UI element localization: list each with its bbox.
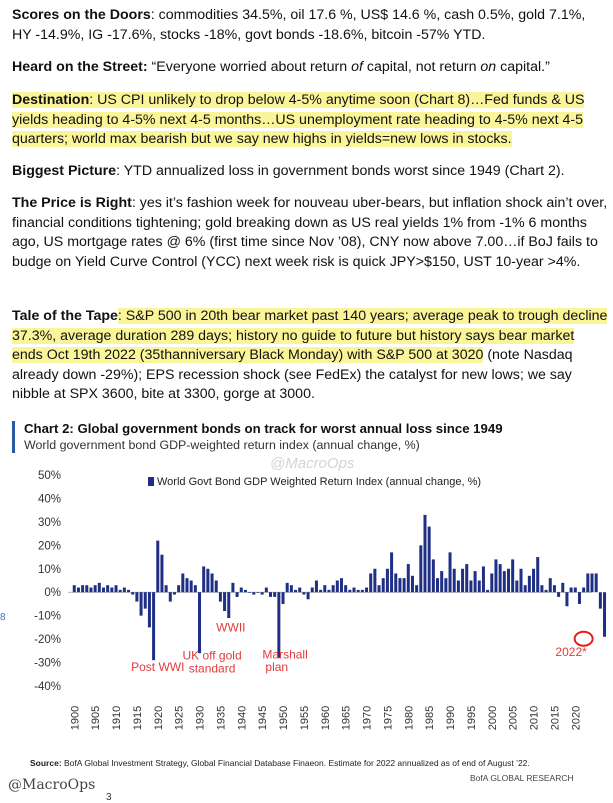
bar-1951: [286, 583, 289, 592]
y-tick-label: -20%: [34, 634, 61, 647]
annotation-label: WWII: [216, 620, 246, 635]
bar-1923: [169, 592, 172, 601]
chart-subtitle: World government bond GDP-weighted return index (annual change, %): [24, 438, 420, 452]
bar-1926: [181, 573, 184, 592]
bar-1983: [419, 545, 422, 592]
source-label: Source:: [30, 758, 62, 768]
bar-1914: [131, 592, 134, 594]
bar-1907: [102, 588, 105, 593]
bar-1968: [357, 590, 360, 592]
bar-1996: [474, 571, 477, 592]
watermark: @MacroOps: [270, 455, 355, 472]
legend-label: World Govt Bond GDP Weighted Return Index (annual change, %): [157, 476, 482, 488]
biggest-body: : YTD annualized loss in government bonds worst since 1949 (Chart 2).: [116, 163, 565, 179]
chart-title: Chart 2: Global government bonds on track for worst annual loss since 1949: [24, 421, 503, 436]
bar-1940: [240, 588, 243, 593]
y-tick-label: 20%: [37, 540, 61, 553]
heard-body-3: capital.”: [496, 59, 550, 75]
bar-2000: [490, 573, 493, 592]
bar-1915: [135, 592, 138, 601]
bar-1925: [177, 585, 180, 592]
bar-1959: [319, 590, 322, 592]
bar-1960: [323, 585, 326, 592]
bar-1904: [89, 588, 92, 593]
bar-1953: [294, 590, 297, 592]
bar-2017: [561, 583, 564, 592]
bar-1972: [373, 569, 376, 592]
bar-2020: [574, 588, 577, 593]
x-tick-label: 1985: [424, 705, 437, 731]
annotation-label: Post WWI: [131, 660, 185, 675]
bar-1954: [298, 588, 301, 593]
bar-1966: [348, 590, 351, 592]
heard-label: Heard on the Street:: [12, 59, 148, 75]
bar-2022: [582, 588, 585, 593]
bar-1977: [394, 573, 397, 592]
x-tick-label: 1965: [340, 705, 353, 731]
biggest-picture-paragraph: [12, 162, 608, 182]
bar-1976: [390, 552, 393, 592]
bar-1930: [198, 592, 201, 653]
bar-1900: [73, 585, 76, 592]
scores-on-doors-paragraph: [12, 6, 608, 45]
bar-1973: [378, 585, 381, 592]
annotation-label: standard: [188, 661, 236, 676]
destination-paragraph: [12, 91, 608, 150]
bar-1941: [244, 590, 247, 592]
highlight-2022-circle: [575, 632, 593, 646]
bar-1927: [185, 578, 188, 592]
bar-1917: [144, 592, 147, 608]
bar-1985: [428, 527, 431, 593]
bar-1921: [160, 555, 163, 593]
bar-1939: [236, 592, 239, 597]
x-tick-label: 1960: [319, 705, 332, 731]
x-tick-label: 1990: [445, 705, 458, 731]
bar-1962: [332, 585, 335, 592]
bar-1970: [365, 588, 368, 593]
chart-accent-bar: [12, 421, 15, 453]
x-tick-label: 1925: [173, 705, 186, 731]
bar-1911: [119, 590, 122, 592]
destination-label: Destination: [12, 92, 90, 108]
bar-1948: [273, 592, 276, 597]
bar-1952: [290, 585, 293, 592]
price-label: The Price is Right: [12, 195, 132, 211]
twitter-handle: @MacroOps: [8, 777, 96, 793]
bar-2024: [590, 573, 593, 592]
bar-1987: [436, 578, 439, 592]
bar-2003: [503, 571, 506, 592]
bar-1916: [140, 592, 143, 615]
bar-1965: [344, 585, 347, 592]
x-tick-label: 1940: [236, 705, 249, 731]
tale-of-tape-paragraph: [12, 307, 608, 405]
bar-1905: [94, 585, 97, 592]
bar-1937: [227, 592, 230, 618]
bar-1947: [269, 592, 272, 597]
bar-1978: [398, 578, 401, 592]
bar-1989: [444, 578, 447, 592]
bar-1935: [219, 592, 222, 601]
legend-swatch: [148, 477, 154, 486]
bar-2018: [565, 592, 568, 606]
bar-1986: [432, 559, 435, 592]
bar-2016: [557, 592, 560, 597]
annotation-label: 2022*: [555, 645, 587, 660]
x-tick-label: 1945: [257, 705, 270, 731]
bar-1934: [215, 581, 218, 593]
bar-1928: [190, 581, 193, 593]
source-text: BofA Global Investment Strategy, Global Financial Database Finaeon. Estimate for 2022 annualized as of end of August ’22.: [61, 758, 530, 768]
x-tick-label: 1930: [194, 705, 207, 731]
bar-1961: [327, 590, 330, 592]
x-tick-label: 1970: [361, 705, 374, 731]
bar-1906: [98, 583, 101, 592]
x-tick-label: 2005: [507, 705, 520, 731]
x-tick-label: 1910: [111, 705, 124, 731]
bar-1942: [248, 592, 251, 593]
bar-1918: [148, 592, 151, 627]
x-tick-label: 1915: [131, 705, 144, 731]
bar-1958: [315, 581, 318, 593]
bar-1945: [261, 592, 264, 594]
y-tick-label: 40%: [37, 493, 61, 506]
bar-1902: [81, 585, 84, 592]
bar-1933: [211, 573, 214, 592]
bar-2027: [603, 592, 606, 637]
bar-1957: [311, 588, 314, 593]
bar-1920: [156, 541, 159, 593]
x-tick-label: 1950: [278, 705, 291, 731]
bar-1992: [457, 581, 460, 593]
bar-1913: [127, 590, 130, 592]
bar-1982: [415, 585, 418, 592]
bar-2010: [532, 569, 535, 592]
bar-1955: [302, 592, 305, 594]
bar-1919: [152, 592, 155, 660]
bar-1995: [469, 581, 472, 593]
bar-2019: [570, 588, 573, 593]
bar-2015: [553, 585, 556, 592]
bar-1999: [486, 590, 489, 592]
bar-2001: [494, 559, 497, 592]
bar-1964: [340, 578, 343, 592]
y-tick-label: -40%: [34, 681, 61, 693]
bar-1924: [173, 592, 176, 594]
price-body: : yes it’s fashion week for nouveau uber-bears, but inflation shock ain’t over, financial conditions tightening; gold breaking down as US real yields 1% from -1% 6 months ago, US mortgage rates @ 6% (first time since Nov ’08), CNY now above 7.00…if BoJ fails to budge on Yield Curve Control (YCC) next week risk is quick JPY>$150, UST 10-year >4%.: [12, 195, 608, 270]
y-tick-label: 50%: [37, 470, 61, 482]
bar-1909: [110, 588, 113, 593]
bond-return-bar-chart: [0, 460, 613, 760]
tape-label: Tale of the Tape: [12, 308, 118, 324]
price-is-right-paragraph: [12, 194, 608, 272]
x-tick-label: 1935: [215, 705, 228, 731]
bar-2009: [528, 576, 531, 592]
bar-1938: [231, 583, 234, 592]
bar-2023: [586, 573, 589, 592]
annotation-label: Marshall: [262, 647, 308, 662]
tape-body-rest: (note Nasdaq already down -29%); EPS recession shock (see FedEx) the catalyst for new lows; we say nibble at SPX 3600, bite at 3300, gorge at 3000.: [12, 347, 573, 403]
bar-2002: [499, 564, 502, 592]
bar-1950: [282, 592, 285, 604]
y-tick-label: 0%: [44, 587, 61, 600]
bar-2012: [540, 585, 543, 592]
heard-emphasis-of: of: [351, 59, 363, 75]
bar-1994: [465, 564, 468, 592]
bar-2006: [515, 581, 518, 593]
bar-2025: [595, 573, 598, 592]
page-number: 3: [106, 792, 112, 803]
x-tick-label: 1980: [403, 705, 416, 731]
bar-1993: [461, 569, 464, 592]
bar-1922: [165, 585, 168, 592]
tape-body-highlight: : S&P 500 in 20th bear market past 140 years; average peak to trough decline 37.3%, average duration 289 days; history no guide to future but history says bear market ends Oct 19th 2022 (35thanniversary Black Monday) with S&P 500 at 3020: [12, 308, 608, 364]
bar-2011: [536, 557, 539, 592]
bar-2014: [549, 578, 552, 592]
bar-2013: [545, 590, 548, 592]
bar-1988: [440, 571, 443, 592]
bar-2004: [507, 569, 510, 592]
bar-1956: [307, 592, 310, 599]
x-tick-label: 1920: [152, 705, 165, 731]
source-note: [30, 758, 530, 768]
bar-1946: [265, 588, 268, 593]
bar-1943: [252, 592, 255, 594]
x-tick-label: 1995: [465, 705, 478, 731]
bar-1998: [482, 566, 485, 592]
x-tick-label: 1955: [298, 705, 311, 731]
bar-1912: [123, 588, 126, 593]
bar-1975: [386, 569, 389, 592]
bar-2021: [578, 592, 581, 604]
bar-1984: [423, 515, 426, 592]
scores-label: Scores on the Doors: [12, 7, 151, 23]
bar-1931: [202, 566, 205, 592]
bar-1903: [85, 585, 88, 592]
x-tick-label: 1975: [382, 705, 395, 731]
bar-1901: [77, 588, 80, 593]
bar-1974: [382, 578, 385, 592]
bar-1967: [353, 588, 356, 593]
heard-body-2: capital, not return: [362, 59, 481, 75]
heard-emphasis-on: on: [480, 59, 497, 75]
annotation-label: UK off gold: [182, 648, 242, 663]
bar-1980: [407, 564, 410, 592]
y-tick-label: 10%: [37, 563, 61, 576]
destination-body: : US CPI unlikely to drop below 4-5% anytime soon (Chart 8)…Fed funds & US yields heading to 4-5% next 4-5 months…US unemployment rate heading to 4-5% next 4-5 quarters; world max bearish but we say new highs in yields=new lows in stocks.: [12, 92, 585, 148]
y-tick-label: -30%: [34, 657, 61, 670]
bar-1971: [369, 573, 372, 592]
bar-2005: [511, 559, 514, 592]
bar-1929: [194, 585, 197, 592]
heard-on-street-paragraph: [12, 58, 608, 78]
y-tick-label: -10%: [34, 610, 61, 623]
bar-1908: [106, 585, 109, 592]
biggest-label: Biggest Picture: [12, 163, 117, 179]
x-tick-label: 2000: [486, 705, 499, 731]
bar-1910: [115, 585, 118, 592]
x-tick-label: 1905: [90, 705, 103, 731]
bar-1969: [361, 590, 364, 592]
x-tick-label: 2015: [549, 705, 562, 731]
side-glyph: 8: [0, 612, 6, 623]
x-tick-label: 2010: [528, 705, 541, 731]
bar-1944: [256, 592, 259, 593]
bar-1981: [411, 576, 414, 592]
bar-2008: [524, 585, 527, 592]
bar-1979: [403, 578, 406, 592]
y-tick-label: 30%: [37, 516, 61, 529]
heard-body-1: “Everyone worried about return: [147, 59, 352, 75]
bar-1963: [336, 581, 339, 593]
x-tick-label: 2020: [570, 705, 583, 731]
bar-2026: [599, 592, 602, 608]
bar-1991: [453, 569, 456, 592]
bar-2007: [520, 569, 523, 592]
bar-1932: [206, 569, 209, 592]
bar-1997: [478, 581, 481, 593]
brand-label: BofA GLOBAL RESEARCH: [470, 773, 574, 783]
bar-1936: [223, 592, 226, 611]
bar-1990: [449, 552, 452, 592]
scores-body: : commodities 34.5%, oil 17.6 %, US$ 14.6 %, cash 0.5%, gold 7.1%, HY -14.9%, IG -17.6%, stocks -18%, govt bonds -18.6%, bitcoin -57% YTD.: [12, 7, 586, 43]
x-tick-label: 1900: [69, 705, 82, 731]
annotation-label: plan: [265, 660, 289, 675]
